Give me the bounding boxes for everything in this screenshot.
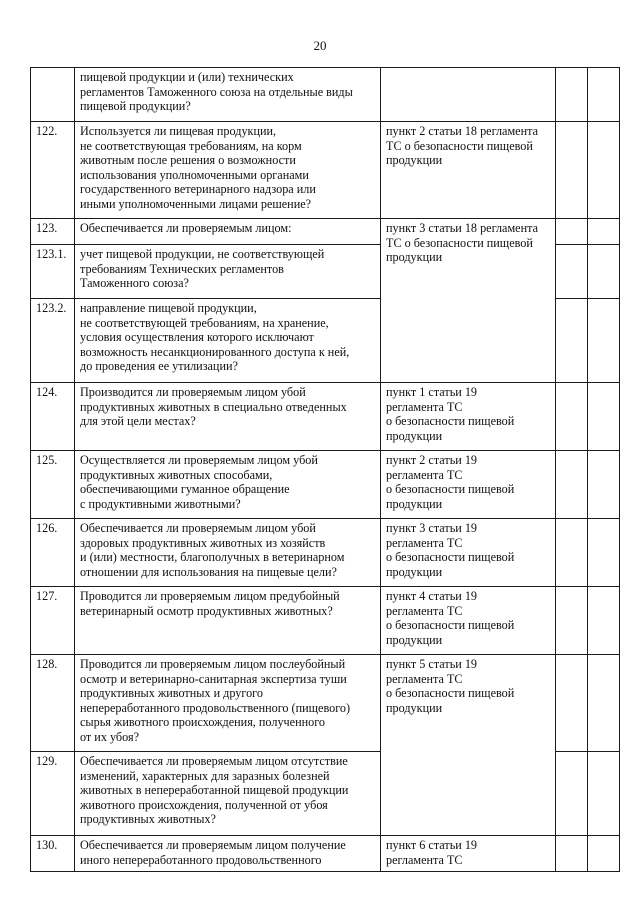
table-row: [31, 219, 620, 245]
answer-yes-cell[interactable]: [556, 587, 588, 655]
answer-no-cell[interactable]: [588, 299, 620, 383]
answer-yes-cell[interactable]: [556, 752, 588, 836]
legal-reference: пункт 1 статьи 19 регламента ТС о безопасности пищевой продукции: [381, 383, 556, 451]
question-text: Проводится ли проверяемым лицом предубойный ветеринарный осмотр продуктивных животных?: [75, 587, 381, 655]
question-text: Используется ли пищевая продукции, не соответствующая требованиям, на корм животным после решения о возможности использования уполномоченными органами государственного ветеринарного надзора или иными уполномоченными лицами решение?: [75, 122, 381, 219]
row-number: 128.: [31, 655, 75, 752]
answer-yes-cell[interactable]: [556, 519, 588, 587]
table-row: [31, 836, 620, 872]
question-text: учет пищевой продукции, не соответствующей требованиям Технических регламентов Таможенного союза?: [75, 245, 381, 299]
legal-reference: пункт 6 статьи 19 регламента ТС: [381, 836, 556, 872]
row-number: 122.: [31, 122, 75, 219]
answer-no-cell[interactable]: [588, 68, 620, 122]
legal-reference: пункт 2 статьи 18 регламента ТС о безопасности пищевой продукции: [381, 122, 556, 219]
question-text: Обеспечивается ли проверяемым лицом получение иного непереработанного продовольственного: [75, 836, 381, 872]
answer-yes-cell[interactable]: [556, 122, 588, 219]
answer-no-cell[interactable]: [588, 655, 620, 752]
answer-yes-cell[interactable]: [556, 245, 588, 299]
legal-reference: пункт 3 статьи 18 регламента ТС о безопасности пищевой продукции: [381, 219, 556, 383]
answer-no-cell[interactable]: [588, 587, 620, 655]
table-row: [31, 519, 620, 587]
answer-no-cell[interactable]: [588, 383, 620, 451]
question-text: Производится ли проверяемым лицом убой продуктивных животных в специально отведенных для этой цели местах?: [75, 383, 381, 451]
answer-no-cell[interactable]: [588, 519, 620, 587]
question-text: направление пищевой продукции, не соответствующей требованиям, на хранение, условия осуществления которого исключают возможность несанкционированного доступа к ней, до проведения ее утилизации?: [75, 299, 381, 383]
legal-reference: пункт 3 статьи 19 регламента ТС о безопасности пищевой продукции: [381, 519, 556, 587]
legal-reference: пункт 5 статьи 19 регламента ТС о безопасности пищевой продукции: [381, 655, 556, 836]
row-number: 124.: [31, 383, 75, 451]
answer-yes-cell[interactable]: [556, 219, 588, 245]
row-number: 123.: [31, 219, 75, 245]
row-number: 126.: [31, 519, 75, 587]
answer-yes-cell[interactable]: [556, 299, 588, 383]
table-row: [31, 451, 620, 519]
answer-no-cell[interactable]: [588, 245, 620, 299]
checklist-table: [30, 67, 620, 872]
row-number: [31, 68, 75, 122]
row-number: 125.: [31, 451, 75, 519]
row-number: 123.2.: [31, 299, 75, 383]
legal-reference: пункт 4 статьи 19 регламента ТС о безопасности пищевой продукции: [381, 587, 556, 655]
answer-no-cell[interactable]: [588, 752, 620, 836]
row-number: 129.: [31, 752, 75, 836]
answer-no-cell[interactable]: [588, 122, 620, 219]
page-number: 20: [313, 38, 327, 53]
question-text: Осуществляется ли проверяемым лицом убой продуктивных животных способами, обеспечивающими гуманное обращение с продуктивными животными?: [75, 451, 381, 519]
question-text: пищевой продукции и (или) технических регламентов Таможенного союза на отдельные виды пищевой продукции?: [75, 68, 381, 122]
row-number: 130.: [31, 836, 75, 872]
answer-yes-cell[interactable]: [556, 451, 588, 519]
answer-yes-cell[interactable]: [556, 655, 588, 752]
answer-no-cell[interactable]: [588, 836, 620, 872]
table-row: [31, 655, 620, 752]
question-text: Обеспечивается ли проверяемым лицом отсутствие изменений, характерных для заразных болезней животных в непереработанной пищевой продукции животного происхождения, полученной от убоя продуктивных животных?: [75, 752, 381, 836]
question-text: Обеспечивается ли проверяемым лицом убой здоровых продуктивных животных из хозяйств и (или) местности, благополучных в ветеринарном отношении для использования на пищевые цели?: [75, 519, 381, 587]
row-number: 123.1.: [31, 245, 75, 299]
legal-reference: [381, 68, 556, 122]
answer-yes-cell[interactable]: [556, 68, 588, 122]
legal-reference: пункт 2 статьи 19 регламента ТС о безопасности пищевой продукции: [381, 451, 556, 519]
answer-yes-cell[interactable]: [556, 383, 588, 451]
question-text: Обеспечивается ли проверяемым лицом:: [75, 219, 381, 245]
answer-yes-cell[interactable]: [556, 836, 588, 872]
table-row: [31, 122, 620, 219]
table-row: [31, 68, 620, 122]
table-row: [31, 587, 620, 655]
row-number: 127.: [31, 587, 75, 655]
answer-no-cell[interactable]: [588, 219, 620, 245]
question-text: Проводится ли проверяемым лицом послеубойный осмотр и ветеринарно-санитарная экспертиза туши продуктивных животных и другого непереработанного продовольственного (пищевого) сырья животного происхождения, полученного от их убоя?: [75, 655, 381, 752]
answer-no-cell[interactable]: [588, 451, 620, 519]
table-row: [31, 383, 620, 451]
